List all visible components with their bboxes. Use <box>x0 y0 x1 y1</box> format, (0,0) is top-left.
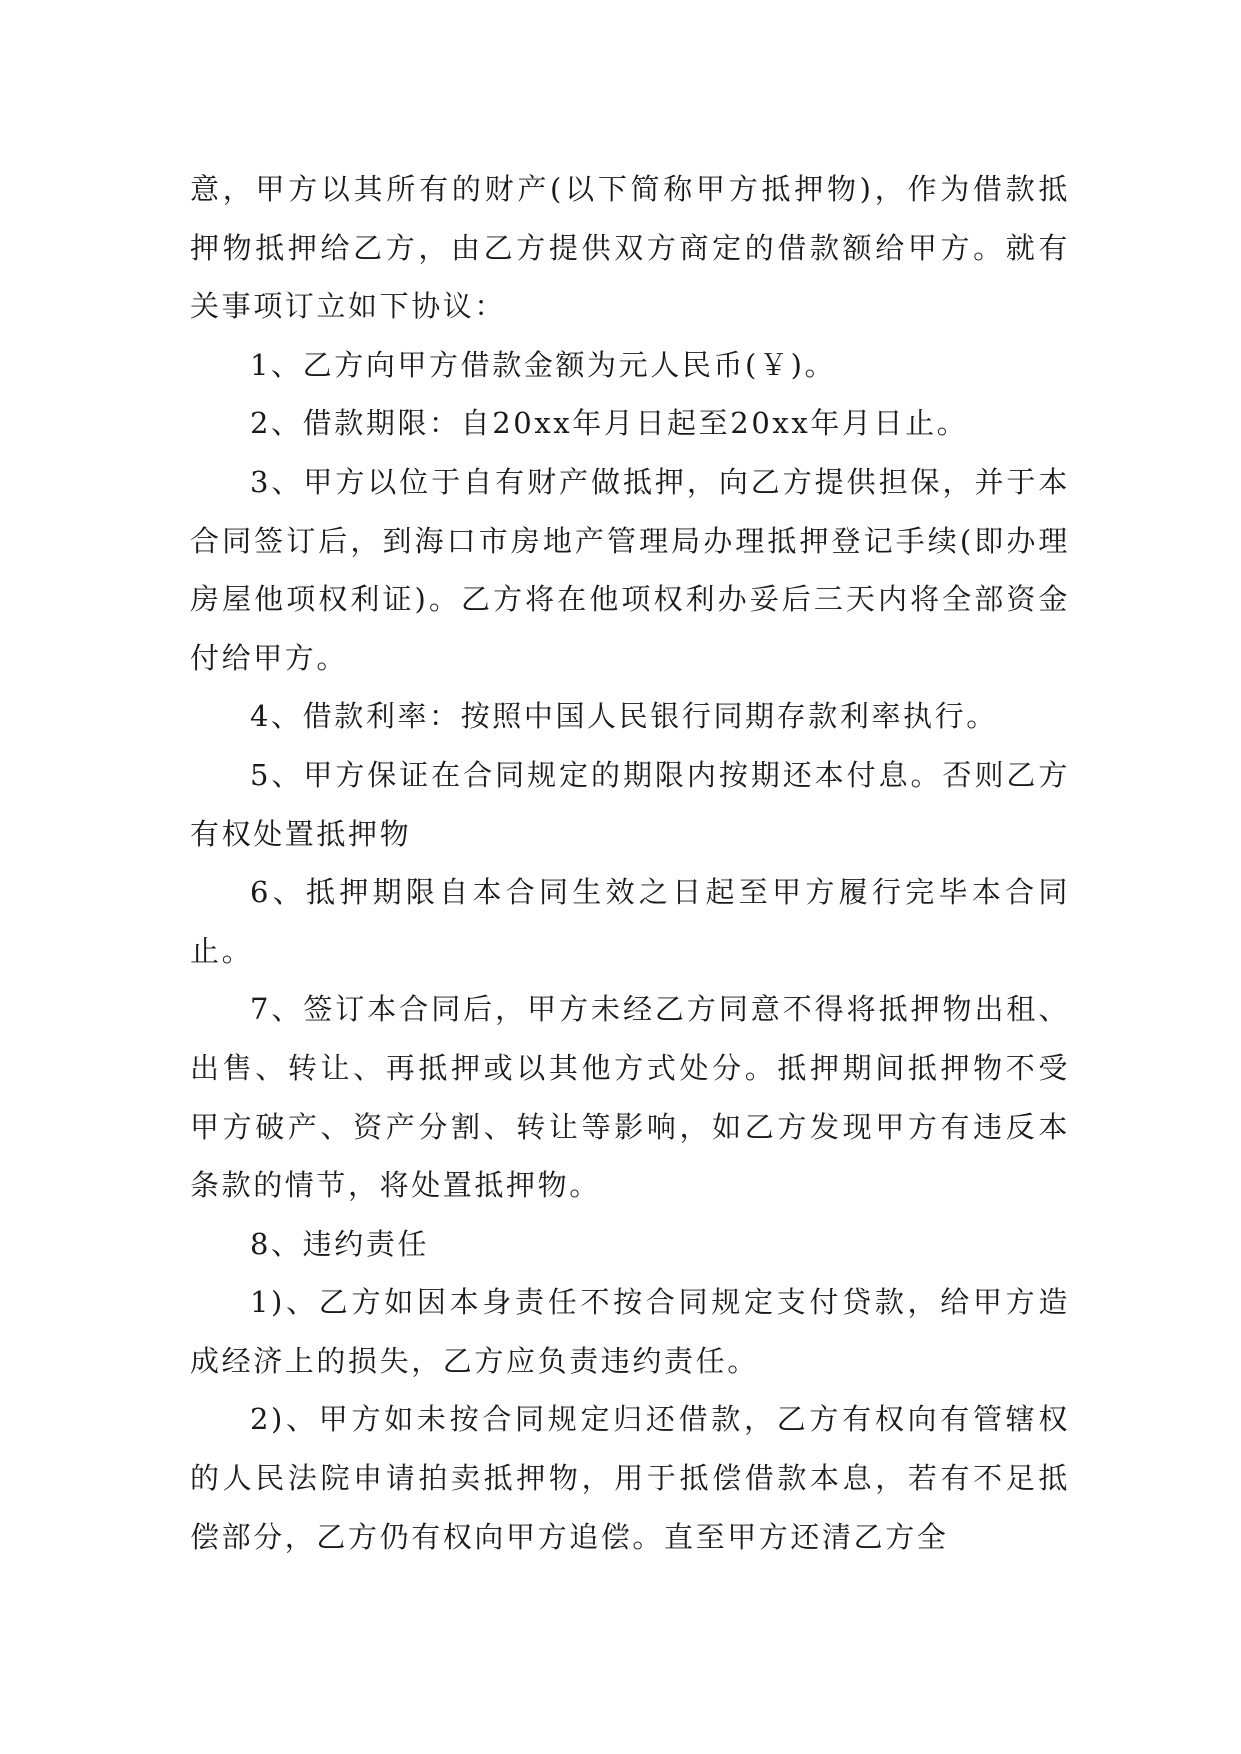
clause-8-1-lender-liability: 1)、乙方如因本身责任不按合同规定支付贷款，给甲方造成经济上的损失，乙方应负责违约责任。 <box>190 1285 1070 1378</box>
clause-8-2-borrower-liability: 2)、甲方如未按合同规定归还借款，乙方有权向有管辖权的人民法院申请拍卖抵押物，用于抵偿借款本息，若有不足抵偿部分，乙方仍有权向甲方追偿。直至甲方还清乙方全 <box>190 1402 1070 1554</box>
clause-6-mortgage-period: 6、抵押期限自本合同生效之日起至甲方履行完毕本合同止。 <box>190 875 1070 968</box>
clause-1-loan-amount: 1、乙方向甲方借款金额为元人民币(￥)。 <box>250 347 837 382</box>
document-body <box>190 160 1070 1566</box>
clause-8-liability-heading: 8、违约责任 <box>250 1226 430 1261</box>
paragraph-intro: 意，甲方以其所有的财产(以下简称甲方抵押物)，作为借款抵押物抵押给乙方，由乙方提供双方商定的借款额给甲方。就有关事项订立如下协议： <box>190 172 1070 324</box>
clause-5-repayment: 5、甲方保证在合同规定的期限内按期还本付息。否则乙方有权处置抵押物 <box>190 757 1070 851</box>
clause-4-interest-rate: 4、借款利率：按照中国人民银行同期存款利率执行。 <box>250 699 998 734</box>
clause-3-collateral: 3、甲方以位于自有财产做抵押，向乙方提供担保，并于本合同签订后，到海口市房地产管理局办理抵押登记手续(即办理房屋他项权利证)。乙方将在他项权利办妥后三天内将全部资金付给甲方。 <box>190 464 1070 675</box>
clause-7-restrictions: 7、签订本合同后，甲方未经乙方同意不得将抵押物出租、出售、转让、再抵押或以其他方式处分。抵押期间抵押物不受甲方破产、资产分割、转让等影响，如乙方发现甲方有违反本条款的情节，将处置抵押物。 <box>190 992 1070 1203</box>
clause-2-loan-term: 2、借款期限：自20xx年月日起至20xx年月日止。 <box>250 406 969 441</box>
